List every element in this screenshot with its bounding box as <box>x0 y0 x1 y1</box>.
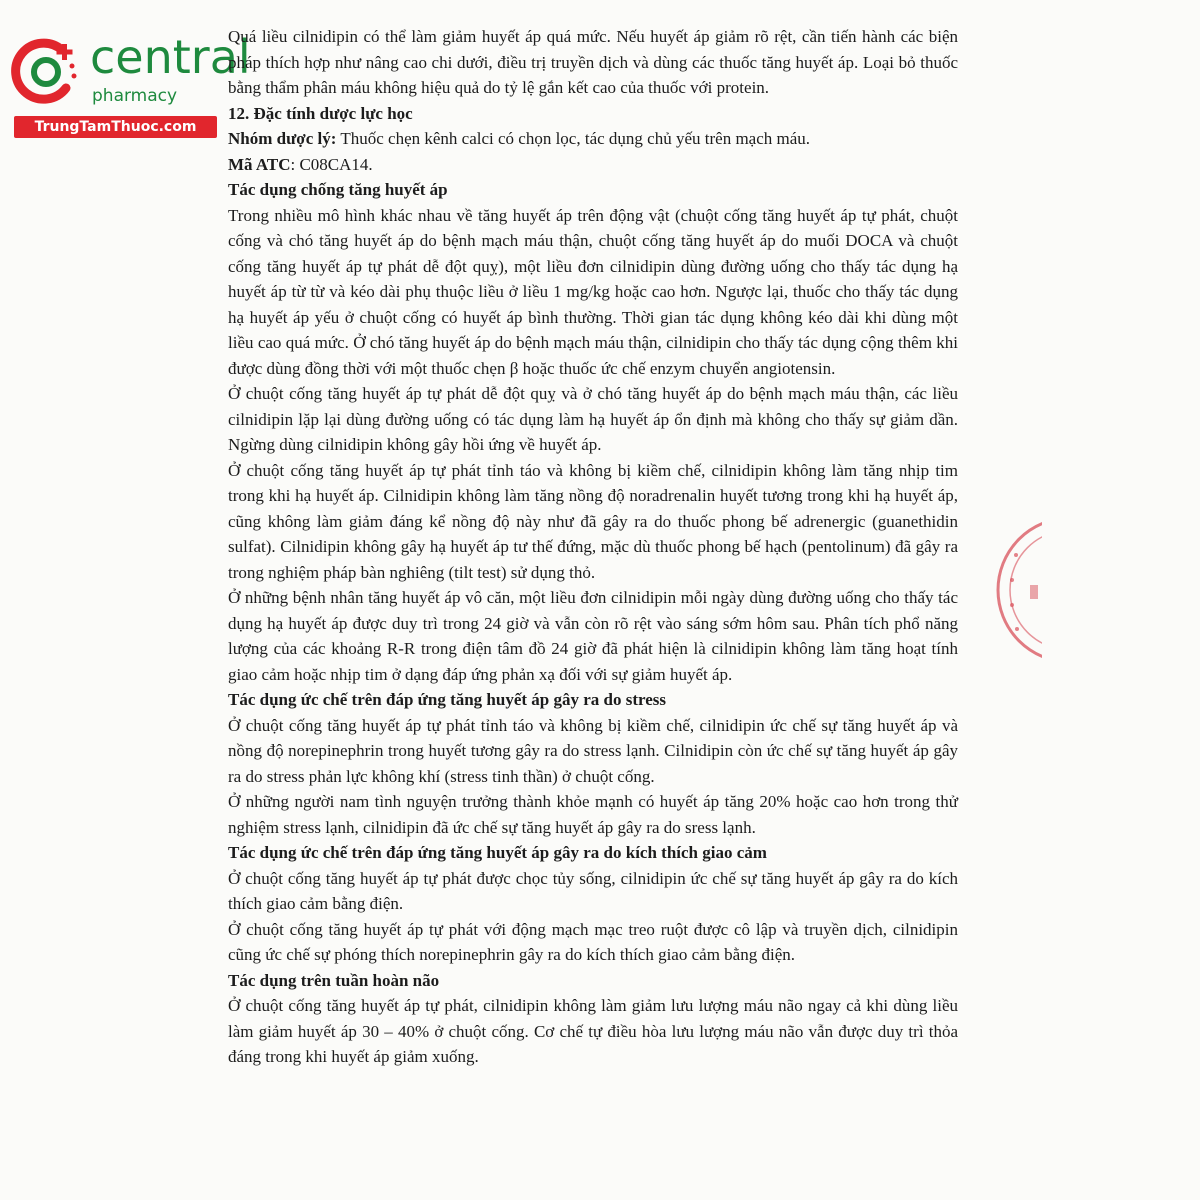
paragraph: Ở những bệnh nhân tăng huyết áp vô căn, một liều đơn cilnidipin mỗi ngày dùng đường uống cho thấy tác dụng hạ huyết áp được duy trì trong 24 giờ và vẫn còn rõ rệt vào sáng sớm hôm sau. Phân tích phổ năng lượng của các khoảng R-R trong điện tâm đồ 24 giờ đã phát hiện là cilnidipin không làm tăng hoạt tính giao cảm hoặc nhịp tim ở dạng đáp ứng phản xạ đối với sự giảm huyết áp. <box>228 588 958 684</box>
document-body <box>228 24 958 1070</box>
red-stamp-icon <box>990 515 1042 665</box>
atc-label: Mã ATC <box>228 154 291 174</box>
paragraph: Ở chuột cống tăng huyết áp tự phát được chọc tủy sống, cilnidipin ức chế sự tăng huyết áp gây ra do kích thích giao cảm bằng điện. <box>228 868 958 913</box>
central-pharmacy-logo <box>10 30 251 140</box>
heading-stress-response: Tác dụng ức chế trên đáp ứng tăng huyết áp gây ra do stress <box>228 690 667 709</box>
logo-wordmark: central <box>90 30 251 84</box>
group-text: Thuốc chẹn kênh calci có chọn lọc, tác dụng chủ yếu trên mạch máu. <box>336 129 811 148</box>
atc-code <box>228 152 958 178</box>
heading-antihypertensive: Tác dụng chống tăng huyết áp <box>228 180 448 199</box>
group-label: Nhóm dược lý: <box>228 129 337 148</box>
pharmacy-logo-icon <box>10 36 82 108</box>
paragraph: Ở những người nam tình nguyện trưởng thành khỏe mạnh có huyết áp tăng 20% hoặc cao hơn trong thử nghiệm stress lạnh, cilnidipin đã ức chế sự tăng huyết áp gây ra do sress lạnh. <box>228 792 958 837</box>
section-title: 12. Đặc tính dược lực học <box>228 103 413 123</box>
paragraph: Ở chuột cống tăng huyết áp tự phát, cilnidipin không làm giảm lưu lượng máu não ngay cả khi dùng liều làm giảm huyết áp 30 – 40% ở chuột cống. Cơ chế tự điều hòa lưu lượng máu não vẫn được duy trì thỏa đáng trong khi huyết áp giảm xuống. <box>228 996 958 1066</box>
paragraph: Ở chuột cống tăng huyết áp tự phát dễ đột quỵ và ở chó tăng huyết áp do bệnh mạch máu thận, các liều cilnidipin lặp lại dùng đường uống có tác dụng làm hạ huyết áp ổn định mà không cho thấy sự giảm dần. Ngừng dùng cilnidipin không gây hồi ứng về huyết áp. <box>228 384 958 454</box>
atc-text: : C08CA14. <box>290 154 373 174</box>
overdose-paragraph: Quá liều cilnidipin có thể làm giảm huyết áp quá mức. Nếu huyết áp giảm rõ rệt, cần tiến hành các biện pháp thích hợp như nâng cao chi dưới, điều trị truyền dịch và dùng các thuốc tăng huyết áp. Loại bỏ thuốc bằng thẩm phân máu không hiệu quả do tỷ lệ gắn kết cao của thuốc với protein. <box>228 27 958 97</box>
heading-cerebral-circulation: Tác dụng trên tuần hoàn não <box>228 970 440 990</box>
paragraph: Ở chuột cống tăng huyết áp tự phát với động mạch mạc treo ruột được cô lập và truyền dịch, cilnidipin cũng ức chế sự phóng thích norepinephrin gây ra do kích thích giao cảm bằng điện. <box>228 919 958 964</box>
paragraph: Ở chuột cống tăng huyết áp tự phát tỉnh táo và không bị kiềm chế, cilnidipin không làm tăng nhịp tim trong khi hạ huyết áp. Cilnidipin không làm tăng nồng độ noradrenalin huyết tương trong khi hạ huyết áp, cũng không làm giảm đáng kể nồng độ này như đã gây ra do thuốc phong bế adrenergic (guanethidin sulfat). Cilnidipin không gây hạ huyết áp tư thế đứng, mặc dù thuốc phong bế hạch (pentolinum) đã gây ra trong nghiệm pháp bàn nghiêng (tilt test) sử dụng thỏ. <box>228 460 958 582</box>
pharmacologic-group <box>228 126 958 152</box>
paragraph: Trong nhiều mô hình khác nhau về tăng huyết áp trên động vật (chuột cống tăng huyết áp tự phát, chuột cống và chó tăng huyết áp do bệnh mạch máu thận, chuột cống tăng huyết áp do muối DOCA và chuột cống tăng huyết áp tự phát dễ đột quỵ), một liều đơn cilnidipin dùng đường uống cho thấy tác dụng hạ huyết áp từ từ và kéo dài phụ thuộc liều ở liều 1 mg/kg hoặc cao hơn. Ngược lại, thuốc cho thấy tác dụng hạ huyết áp yếu ở chuột cống có huyết áp bình thường. Thời gian tác dụng không kéo dài khi dùng một liều cao quá mức. Ở chó tăng huyết áp do bệnh mạch máu thận, cilnidipin cho thấy tác dụng cộng thêm khi được dùng đồng thời với một thuốc chẹn β hoặc thuốc ức chế enzym chuyển angiotensin. <box>228 205 958 378</box>
logo-website-banner: TrungTamThuoc.com <box>14 116 217 138</box>
heading-sympathetic-stimulation: Tác dụng ức chế trên đáp ứng tăng huyết áp gây ra do kích thích giao cảm <box>228 843 767 862</box>
logo-subtitle: pharmacy <box>92 86 178 106</box>
paragraph: Ở chuột cống tăng huyết áp tự phát tỉnh táo và không bị kiềm chế, cilnidipin ức chế sự tăng huyết áp và nồng độ norepinephrin trong huyết tương gây ra do stress lạnh. Cilnidipin còn ức chế sự tăng huyết áp gây ra do stress phản lực không khí (stress tinh thần) ở chuột cống. <box>228 715 958 786</box>
